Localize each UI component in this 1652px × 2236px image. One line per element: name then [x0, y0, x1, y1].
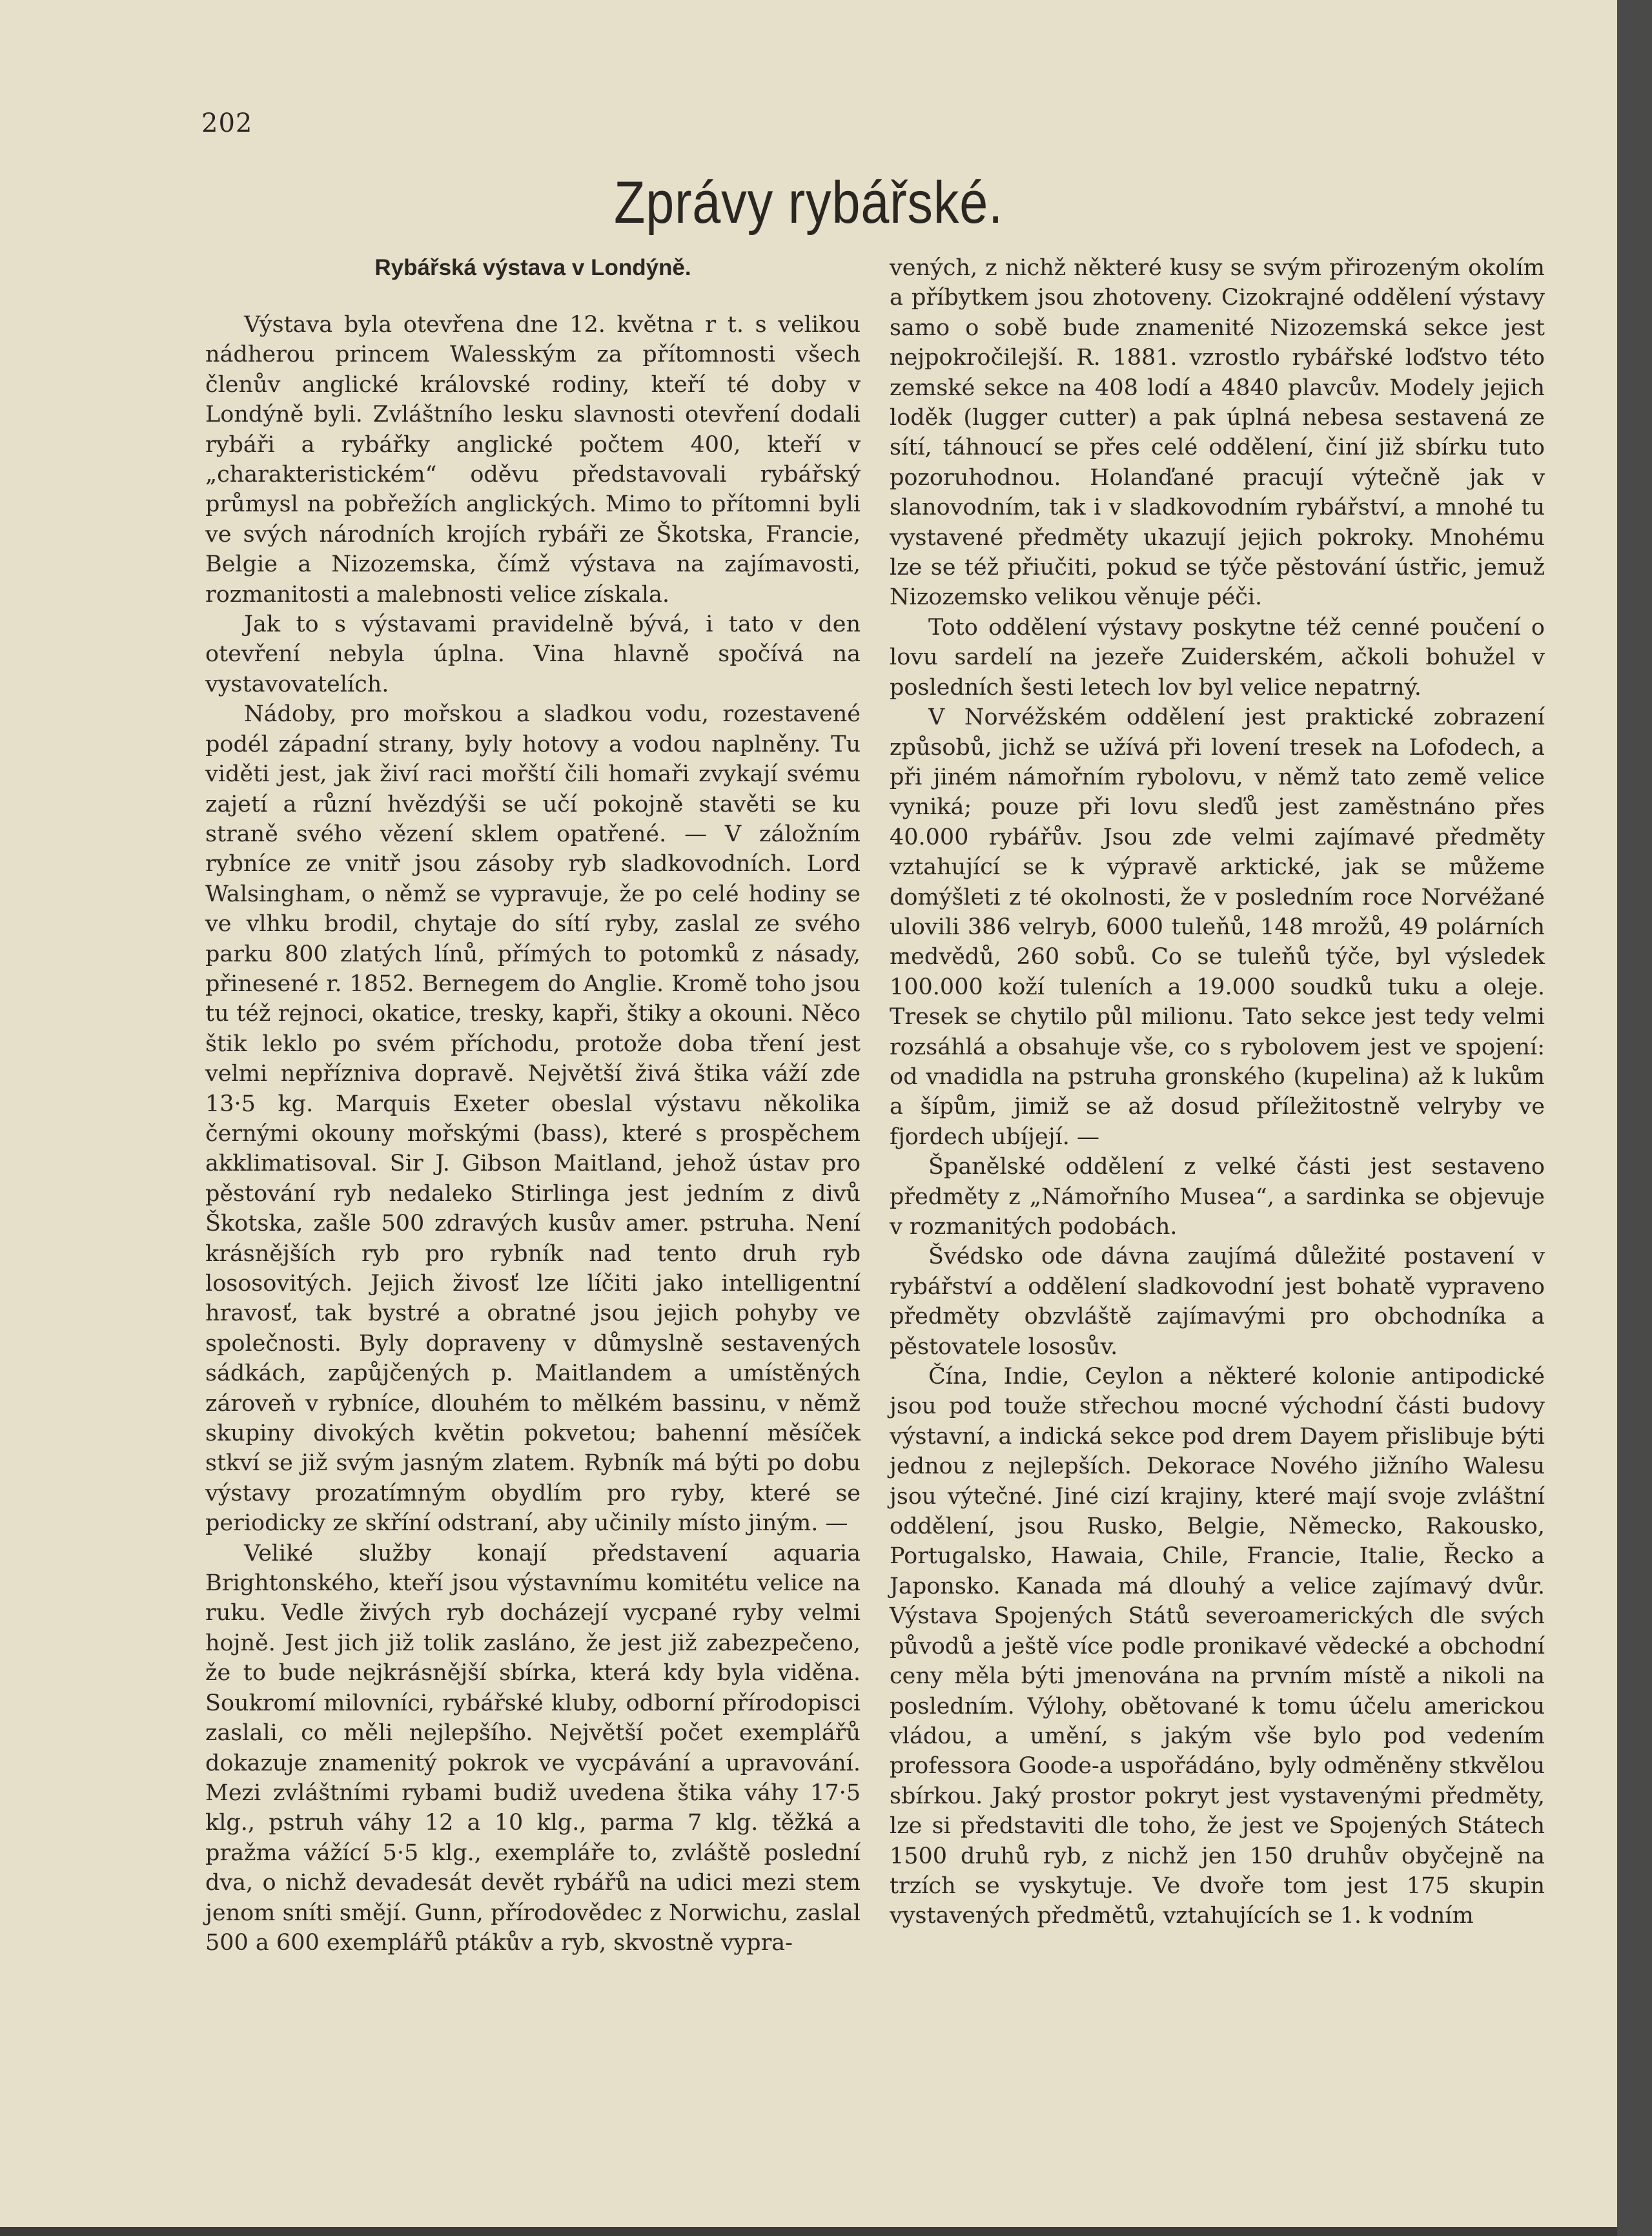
paragraph: vených, z nichž některé kusy se svým přirozeným okolím a příbytkem jsou zhotoveny. Cizokrajné oddělení výstavy samo o sobě bude znamenité Nizozemská sekce jest nejpokročilejší. R. 1881. vzrostlo rybářské loďstvo této zemské sekce na 408 lodí a 4840 plavcův. Modely jejich loděk (lugger cutter) a pak úplná nebesa sestavená ze sítí, táhnoucí se přes celé oddělení, činí již sbírku tuto pozoruhodnou. Holanďané pracují výtečně jak v slanovodním, tak i v sladkovodním rybářství, a mnohé tu vystavené předměty ukazují jejich pokroky. Mnohému lze se též přiučiti, pokud se týče pěstování ústřic, jemuž Nizozemsko velikou věnuje péči.	[890, 255, 1545, 611]
paragraph: V Norvéžském oddělení jest praktické zobrazení způsobů, jichž se užívá při lovení tresek na Lofodech, a při jiném námořním rybolovu, v němž tato země velice vyniká; pouze při lovu sleďů jest zaměstnáno přes 40.000 rybářův. Jsou zde velmi zajímavé předměty vztahující se k výpravě arktické, jak se můžeme domýšleti z té okolnosti, že v posledním roce Norvéžané ulovili 386 velryb, 6000 tuleňů, 148 mrožů, 49 polárních medvědů, 260 sobů. Co se tuleňů týče, byl výsledek 100.000 koží tuleních a 19.000 soudků tuku a oleje. Tresek se chytilo půl milionu. Tato sekce jest tedy velmi rozsáhlá a obsahuje vše, co s rybolovem jest ve spojení: od vnadidla na pstruha gronského (kupelina) až k lukům a šípům, jimiž se až dosud příležitostně velryby ve fjordech ubíjejí. —	[890, 704, 1545, 1150]
paragraph: Nádoby, pro mořskou a sladkou vodu, rozestavené podél západní strany, byly hotovy a vodou naplněny. Tu viděti jest, jak živí raci mořští čili homaři zvykají svému zajetí a různí hvězdýši se učí pokojně stavěti se ku straně svého vězení sklem opatřené. — V záložním rybníce ze vnitř jsou zásoby ryb sladkovodních. Lord Walsingham, o němž se vypravuje, že po celé hodiny se ve vlhku brodil, chytaje do sítí ryby, zaslal ze svého parku 800 zlatých línů, přímých to potomků z násady, přinesené r. 1852. Bernegem do Anglie. Kromě toho jsou tu též rejnoci, okatice, tresky, kapři, štiky a okouni. Něco štik leklo po svém příchodu, protože doba tření jest velmi nepřízniva dopravě. Největší živá štika váží zde 13·5 kg. Marquis Exeter obeslal výstavu několika černými okouny mořskými (bass), které s prospěchem akklimatisoval. Sir J. Gibson Maitland, jehož ústav pro pěstování ryb nedaleko Stirlinga jest jedním z divů Škotska, zašle 500 zdravých kusův amer. pstruha. Není krásnějších ryb pro rybník nad tento druh ryb lososovitých. Jejich živosť lze líčiti jako intelligentní hravosť, tak bystré a obratné jsou jejich pohyby ve společnosti. Byly dopraveny v důmyslně sestavených sádkách, zapůjčených p. Maitlandem a umístěných zároveň v rybníce, dlouhém to mělkém bassinu, v němž skupiny divokých květin pokvetou; bahenní měsíček stkví se již svým jasným zlatem. Rybník má býti po dobu výstavy prozatímným obydlím pro ryby, které se periodicky ze skříní odstraní, aby učinily místo jiným. —	[205, 701, 861, 1537]
paragraph: Švédsko ode dávna zaujímá důležité postavení v rybářství a oddělení sladkovodní jest bohatě vypraveno předměty obzvláště zajímavými pro obchodníka a pěstovatele lososův.	[890, 1244, 1545, 1360]
paragraph: Španělské oddělení z velké části jest sestaveno předměty z „Námořního Musea“, a sardinka se objevuje v rozmanitých podobách.	[890, 1154, 1545, 1240]
paragraph: Výstava byla otevřena dne 12. května r t. s velikou nádherou princem Walesským za přítomnosti všech členův anglické královské rodiny, kteří té doby v Londýně byli. Zvláštního lesku slavnosti otevření dodali rybáři a rybářky anglické počtem 400, kteří v „charakteristickém“ oděvu představovali rybářský průmysl na pobřežích anglických. Mimo to přítomni byli ve svých národních krojích rybáři ze Škotska, Francie, Belgie a Nizozemska, čímž výstava na zajímavosti, rozmanitosti a malebnosti velice získala.	[205, 312, 861, 608]
paragraph: Veliké služby konají představení aquaria Brightonského, kteří jsou výstavnímu komitétu velice na ruku. Vedle živých ryb docházejí vycpané ryby velmi hojně. Jest jich již tolik zasláno, že jest již zabezpečeno, že to bude nejkrásnější sbírka, která kdy byla viděna. Soukromí milovníci, rybářské kluby, odborní přírodopisci zaslali, co měli nejlepšího. Největší počet exemplářů dokazuje znamenitý pokrok ve vycpávání a upravování. Mezi zvláštními rybami budiž uvedena štika váhy 17·5 klg., pstruh váhy 12 a 10 klg., parma 7 klg. těžká a pražma vážící 5·5 klg., exempláře to, zvláště poslední dva, o nichž devadesát devět rybářů na udici mezi stem jenom sníti smějí. Gunn, přírodovědec z Norwichu, zaslal 500 a 600 exemplářů ptákův a ryb, skvostně vypra-	[205, 1540, 861, 1956]
article-heading: Rybářská výstava v Londýně.	[374, 255, 691, 280]
page-title: Zprávy rybářské.	[614, 170, 1003, 236]
paragraph: Čína, Indie, Ceylon a některé kolonie antipodické jsou pod touže střechou mocné východní části budovy výstavní, a indická sekce pod drem Dayem přislibuje býti jednou z nejlepších. Dekorace Nového jižního Walesu jsou výtečné. Jiné cizí krajiny, které mají svoje zvláštní oddělení, jsou Rusko, Belgie, Německo, Rakousko, Portugalsko, Hawaia, Chile, Francie, Italie, Řecko a Japonsko. Kanada má dlouhý a velice zajímavý dvůr. Výstava Spojených Států severoamerických dle svých původů a ještě více podle pronikavé vědecké a obchodní ceny měla býti jmenována na prvním místě a nikoli na posledním. Výlohy, obětované k tomu účelu americkou vládou, a umění, s jakým vše bylo pod vedením professora Goode-a uspořádáno, byly odměněny stkvělou sbírkou. Jaký prostor pokryt jest vystavenými předměty, lze si představiti dle toho, že jest ve Spojených Státech 1500 druhů ryb, z nichž jen 150 druhův obyčejně na trzích se vyskytuje. Ve dvoře tom jest 175 skupin vystavených předmětů, vztahujících se 1. k vodním	[890, 1364, 1545, 1929]
left-column	[205, 253, 861, 1958]
right-column	[890, 253, 1545, 1931]
paragraph: Jak to s výstavami pravidelně bývá, i tato v den otevření nebyla úplna. Vina hlavně spočívá na vystavovatelích.	[205, 611, 861, 697]
page-edge	[0, 2227, 1617, 2236]
page-number: 202	[201, 108, 253, 138]
paragraph: Toto oddělení výstavy poskytne též cenné poučení o lovu sardelí na jezeře Zuiderském, ačkoli bohužel v posledních šesti letech lov byl velice nepatrný.	[890, 614, 1545, 701]
